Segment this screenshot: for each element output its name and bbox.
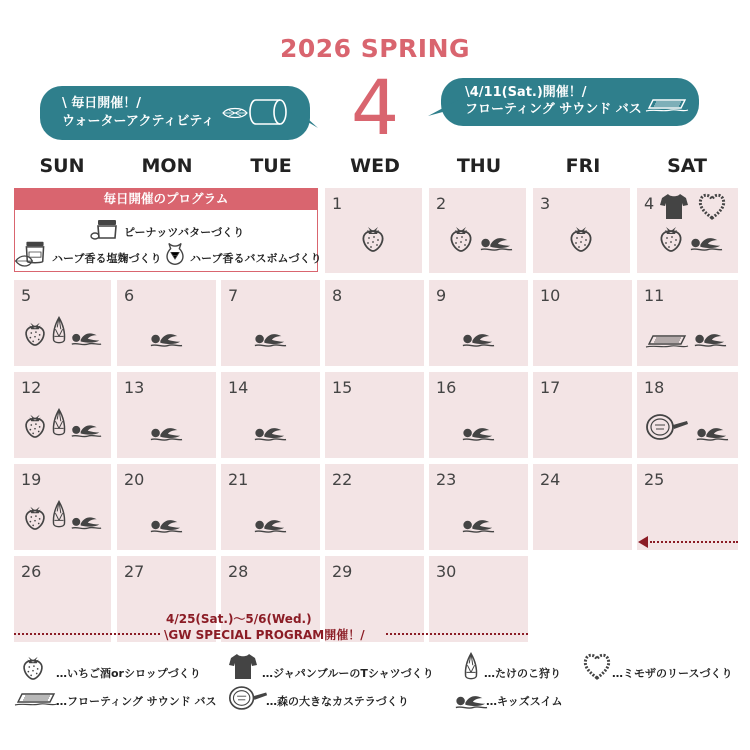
day-cell-8[interactable]	[325, 280, 424, 366]
day-cell-26[interactable]	[14, 556, 111, 642]
day-number: 6	[124, 286, 135, 305]
legend-bamboo: …たけのこ狩り	[484, 667, 561, 680]
day-cell-4[interactable]	[637, 188, 738, 273]
legend-tshirt: …ジャパンブルーのTシャツづくり	[262, 667, 434, 680]
day-number: 14	[228, 378, 249, 397]
day-cell-21[interactable]	[221, 464, 320, 550]
strawberry-icon	[447, 224, 475, 252]
strawberry-icon	[567, 224, 595, 252]
program-item-peanut: ピーナッツバターづくり	[124, 226, 245, 239]
sound-bath-bubble	[441, 78, 699, 126]
day-cell-12[interactable]	[14, 372, 111, 458]
water-activity-bubble	[40, 86, 310, 140]
gw-dotted-line-right	[386, 633, 528, 635]
swimmer-icon	[70, 512, 102, 530]
day-cell-15[interactable]	[325, 372, 424, 458]
weekday-wed: WED	[350, 155, 400, 177]
day-cell-7[interactable]	[221, 280, 320, 366]
day-number: 5	[21, 286, 32, 305]
day-cell-23[interactable]	[429, 464, 528, 550]
day-number: 9	[436, 286, 447, 305]
day-cell-14[interactable]	[221, 372, 320, 458]
day-cell-30[interactable]	[429, 556, 528, 642]
bath-bomb-icon	[162, 240, 188, 266]
day-number: 4	[644, 194, 655, 213]
gw-arrow-icon	[638, 536, 648, 548]
bubble-right-line2: フローティング サウンド バス	[465, 102, 642, 117]
legend-castella: …森の大きなカステラづくり	[266, 695, 409, 708]
weekday-mon: MON	[141, 155, 193, 177]
weekday-fri: FRI	[565, 155, 601, 177]
program-item-bath-bomb: ハーブ香るバスボムづくり	[190, 252, 322, 265]
swimmer-icon	[461, 328, 495, 348]
day-number: 1	[332, 194, 343, 213]
swimmer-icon	[253, 422, 287, 442]
bamboo-shoot-icon	[462, 652, 480, 682]
day-cell-24[interactable]	[533, 464, 632, 550]
bamboo-shoot-icon	[50, 316, 68, 346]
day-cell-3[interactable]	[533, 188, 630, 273]
day-cell-16[interactable]	[429, 372, 528, 458]
float-mat-icon	[645, 94, 689, 114]
day-number: 2	[436, 194, 447, 213]
peanut-jar-icon	[90, 218, 120, 242]
day-cell-19[interactable]	[14, 464, 111, 550]
day-number: 21	[228, 470, 249, 489]
day-cell-10[interactable]	[533, 280, 632, 366]
swimmer-icon	[689, 232, 723, 252]
swimmer-icon	[70, 420, 102, 438]
program-item-shio-koji: ハーブ香る塩麹づくり	[52, 252, 162, 265]
swimmer-icon	[149, 514, 183, 534]
strawberry-icon	[20, 654, 46, 680]
pan-icon	[645, 412, 689, 442]
bamboo-shoot-icon	[50, 408, 68, 438]
bubble-left-tail	[288, 110, 324, 132]
swimmer-icon	[461, 514, 495, 534]
day-cell-18[interactable]	[637, 372, 738, 458]
day-number: 15	[332, 378, 353, 397]
wreath-icon	[582, 652, 612, 680]
day-number: 22	[332, 470, 353, 489]
day-cell-1[interactable]	[325, 188, 422, 273]
tshirt-icon	[228, 652, 258, 680]
gw-announcement: \GW SPECIAL PROGRAM開催！/	[164, 628, 365, 642]
wreath-icon	[697, 192, 727, 220]
day-number: 10	[540, 286, 561, 305]
day-number: 26	[21, 562, 42, 581]
day-number: 16	[436, 378, 457, 397]
day-cell-6[interactable]	[117, 280, 216, 366]
swimmer-icon	[461, 422, 495, 442]
legend-wreath: …ミモザのリースづくり	[612, 667, 733, 680]
swimmer-icon	[253, 514, 287, 534]
day-number: 3	[540, 194, 551, 213]
swimmer-icon	[693, 328, 727, 348]
day-cell-13[interactable]	[117, 372, 216, 458]
strawberry-icon	[22, 320, 48, 346]
day-number: 29	[332, 562, 353, 581]
swimmer-icon	[149, 328, 183, 348]
day-cell-20[interactable]	[117, 464, 216, 550]
daily-program-heading: 毎日開催のプログラム	[14, 188, 318, 210]
day-number: 30	[436, 562, 457, 581]
bamboo-shoot-icon	[50, 500, 68, 530]
float-roll-icon	[248, 96, 288, 128]
strawberry-icon	[657, 224, 685, 252]
herb-leaf-icon	[14, 254, 34, 268]
gw-dotted-line-left	[14, 633, 160, 635]
pan-icon	[228, 684, 268, 712]
swimmer-icon	[253, 328, 287, 348]
weekday-sun: SUN	[39, 155, 85, 177]
day-cell-5[interactable]	[14, 280, 111, 366]
swimmer-icon	[454, 690, 488, 710]
page-title: 2026 SPRING	[279, 34, 471, 63]
day-number: 11	[644, 286, 665, 305]
weekday-tue: TUE	[250, 155, 292, 177]
strawberry-icon	[22, 504, 48, 530]
day-number: 20	[124, 470, 145, 489]
day-number: 12	[21, 378, 42, 397]
float-mat-icon	[645, 330, 689, 350]
bubble-left-line1: \ 毎日開催！/	[62, 96, 142, 111]
day-number: 27	[124, 562, 145, 581]
weekday-sat: SAT	[667, 155, 707, 177]
swimmer-icon	[695, 422, 729, 442]
day-number: 24	[540, 470, 561, 489]
swimmer-icon	[479, 232, 513, 252]
day-number: 17	[540, 378, 561, 397]
bubble-right-line1: \4/11(Sat.)開催！/	[465, 85, 587, 100]
day-number: 18	[644, 378, 665, 397]
bubble-right-tail	[428, 100, 458, 120]
day-cell-9[interactable]	[429, 280, 528, 366]
day-number: 13	[124, 378, 145, 397]
legend-strawberry: …いちご酒orシロップづくり	[56, 667, 201, 680]
day-cell-11[interactable]	[637, 280, 738, 366]
day-cell-25[interactable]	[637, 464, 738, 550]
float-mat-icon	[14, 688, 58, 708]
strawberry-icon	[359, 224, 387, 252]
month-number: 4	[350, 63, 400, 152]
day-cell-22[interactable]	[325, 464, 424, 550]
day-number: 19	[21, 470, 42, 489]
bubble-left-line2: ウォーターアクティビティ	[62, 114, 215, 129]
day-number: 28	[228, 562, 249, 581]
strawberry-icon	[22, 412, 48, 438]
legend-sound-bath: …フローティング サウンド バス	[56, 695, 217, 708]
day-number: 8	[332, 286, 343, 305]
day-number: 23	[436, 470, 457, 489]
tshirt-icon	[659, 192, 689, 220]
swimmer-icon	[70, 328, 102, 346]
float-ring-icon	[220, 98, 250, 128]
day-cell-2[interactable]	[429, 188, 526, 273]
day-number: 7	[228, 286, 239, 305]
weekday-thu: THU	[456, 155, 502, 177]
gw-period: 4/25(Sat.)〜5/6(Wed.)	[166, 612, 312, 626]
swimmer-icon	[149, 422, 183, 442]
legend-kids-swim: …キッズスイム	[486, 695, 563, 708]
day-number: 25	[644, 470, 665, 489]
day-cell-17[interactable]	[533, 372, 632, 458]
gw-dotted-line-start	[650, 541, 738, 543]
